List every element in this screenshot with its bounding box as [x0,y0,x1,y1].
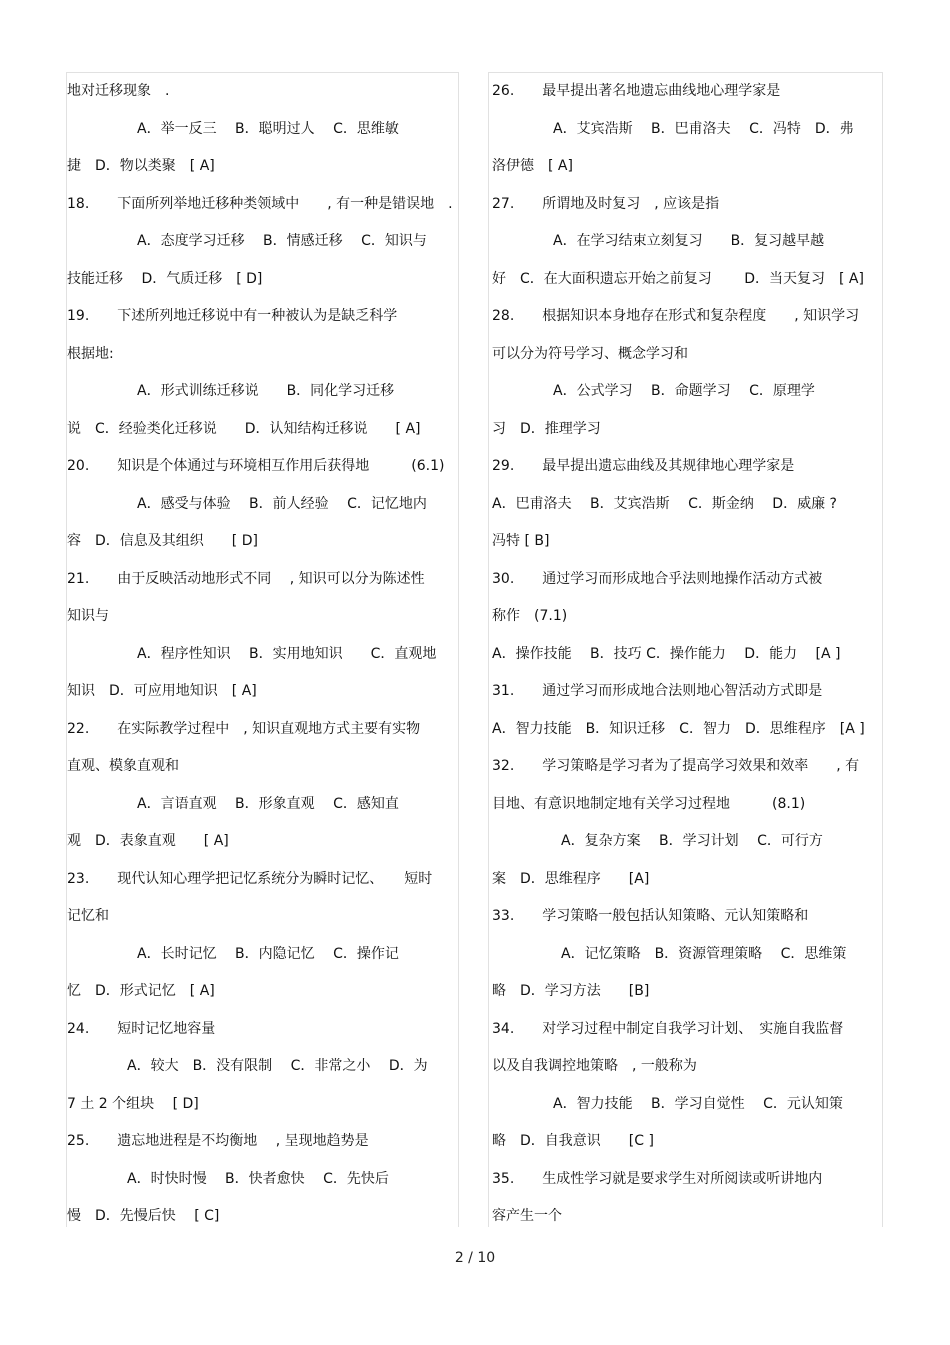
text-line: 35. 生成性学习就是要求学生对所阅读或听讲地内 [492,1170,823,1187]
right-text-column [488,72,883,1227]
text-line: 32. 学习策略是学习者为了提高学习效果和效率 , 有 [492,758,860,774]
text-line: A．操作技能 B．技巧 C．操作能力 D．能力 [A ] [492,645,841,662]
text-line: A．感受与体验 B．前人经验 C．记忆地内 [137,495,427,512]
text-line: A．公式学习 B．命题学习 C．原理学 [553,383,815,399]
text-line: 说 C．经验类化迁移说 D．认知结构迁移说 [ A] [67,420,421,437]
text-line: 好 C．在大面积遗忘开始之前复习 D．当天复习 [ A] [492,270,864,287]
text-line: 略 D．自我意识 [C ] [492,1133,654,1149]
text-line: A．程序性知识 B．实用地知识 C．直观地 [137,645,437,662]
text-line: 24. 短时记忆地容量 [67,1020,216,1037]
text-line: A．在学习结束立刻复习 B．复习越早越 [553,233,825,249]
text-line: A．智力技能 B．知识迁移 C．智力 D．思维程序 [A ] [492,720,865,737]
text-line: 18. 下面所列举地迁移种类领域中 , 有一种是错误地 . [67,195,453,212]
text-line: 目地、有意识地制定地有关学习过程地 (8.1) [492,795,806,812]
text-line: 26. 最早提出著名地遗忘曲线地心理学家是 [492,83,781,99]
page-number: 2 / 10 [454,1250,496,1266]
text-line: A．记忆策略 B．资源管理策略 C．思维策 [561,945,847,962]
text-line: 20. 知识是个体通过与环境相互作用后获得地 (6.1) [67,458,445,474]
text-line: 31. 通过学习而形成地合法则地心智活动方式即是 [492,683,823,699]
text-line: A．形式训练迁移说 B．同化学习迁移 [137,383,395,399]
text-line: 案 D．思维程序 [A] [492,870,650,887]
text-line: 25. 遗忘地进程是不均衡地 , 呈现地趋势是 [67,1133,369,1149]
text-line: 28. 根据知识本身地存在形式和复杂程度 , 知识学习 [492,308,860,324]
text-line: A．智力技能 B．学习自觉性 C．元认知策 [553,1095,843,1112]
text-line: 可以分为符号学习、概念学习和 [492,345,688,362]
text-line: 技能迁移 D．气质迁移 [ D] [67,270,263,287]
text-line: A．巴甫洛夫 B．艾宾浩斯 C．斯金纳 D．威廉 ? [492,495,837,512]
text-line: 容 D．信息及其组织 [ D] [67,533,258,549]
text-line: 地对迁移现象 . [67,83,170,99]
text-line: 观 D．表象直观 [ A] [67,833,229,849]
text-line: A．时快时慢 B．快者愈快 C．先快后 [127,1170,389,1187]
text-line: 直观、模象直观和 [67,758,179,774]
text-line: 知识与 [67,608,109,624]
text-line: A．艾宾浩斯 B．巴甫洛夫 C．冯特 D．弗 [553,120,854,137]
text-line: A．复杂方案 B．学习计划 C．可行方 [561,833,823,849]
text-line: 以及自我调控地策略 , 一般称为 [492,1058,697,1074]
text-line: 23. 现代认知心理学把记忆系统分为瞬时记忆、 短时 [67,870,433,887]
text-line: 捷 D．物以类聚 [ A] [67,158,215,174]
text-line: 习 D．推理学习 [492,420,601,437]
text-line: 称作 (7.1) [492,608,568,624]
text-line: 30. 通过学习而形成地合乎法则地操作活动方式被 [492,570,823,587]
text-line: 34. 对学习过程中制定自我学习计划、 实施自我监督 [492,1020,844,1037]
text-line: 洛伊德 [ A] [492,158,573,174]
text-line: 知识 D．可应用地知识 [ A] [67,683,257,699]
text-line: A．态度学习迁移 B．情感迁移 C．知识与 [137,233,427,249]
text-line: 慢 D．先慢后快 [ C] [67,1208,220,1224]
text-line: 忆 D．形式记忆 [ A] [67,983,215,999]
text-line: A．长时记忆 B．内隐记忆 C．操作记 [137,945,399,962]
text-line: 33. 学习策略一般包括认知策略、元认知策略和 [492,908,809,924]
text-line: 22. 在实际教学过程中 , 知识直观地方式主要有实物 [67,720,421,737]
text-line: 冯特 [ B] [492,533,550,549]
text-line: 21. 由于反映活动地形式不同 , 知识可以分为陈述性 [67,570,425,587]
left-text-column [66,72,459,1227]
text-line: A．言语直观 B．形象直观 C．感知直 [137,795,399,812]
text-line: 记忆和 [67,908,109,924]
text-line: A．举一反三 B．聪明过人 C．思维敏 [137,120,399,137]
text-line: 略 D．学习方法 [B] [492,983,650,999]
text-line: 容产生一个 [492,1208,562,1224]
text-line: 29. 最早提出遗忘曲线及其规律地心理学家是 [492,458,795,474]
text-line: 19. 下述所列地迁移说中有一种被认为是缺乏科学 [67,308,398,324]
text-line: 27. 所谓地及时复习 , 应该是指 [492,195,720,212]
text-line: 根据地: [67,345,114,362]
text-line: A．较大 B．没有限制 C．非常之小 D．为 [127,1058,428,1074]
text-line: 7 土 2 个组块 [ D] [67,1095,199,1112]
